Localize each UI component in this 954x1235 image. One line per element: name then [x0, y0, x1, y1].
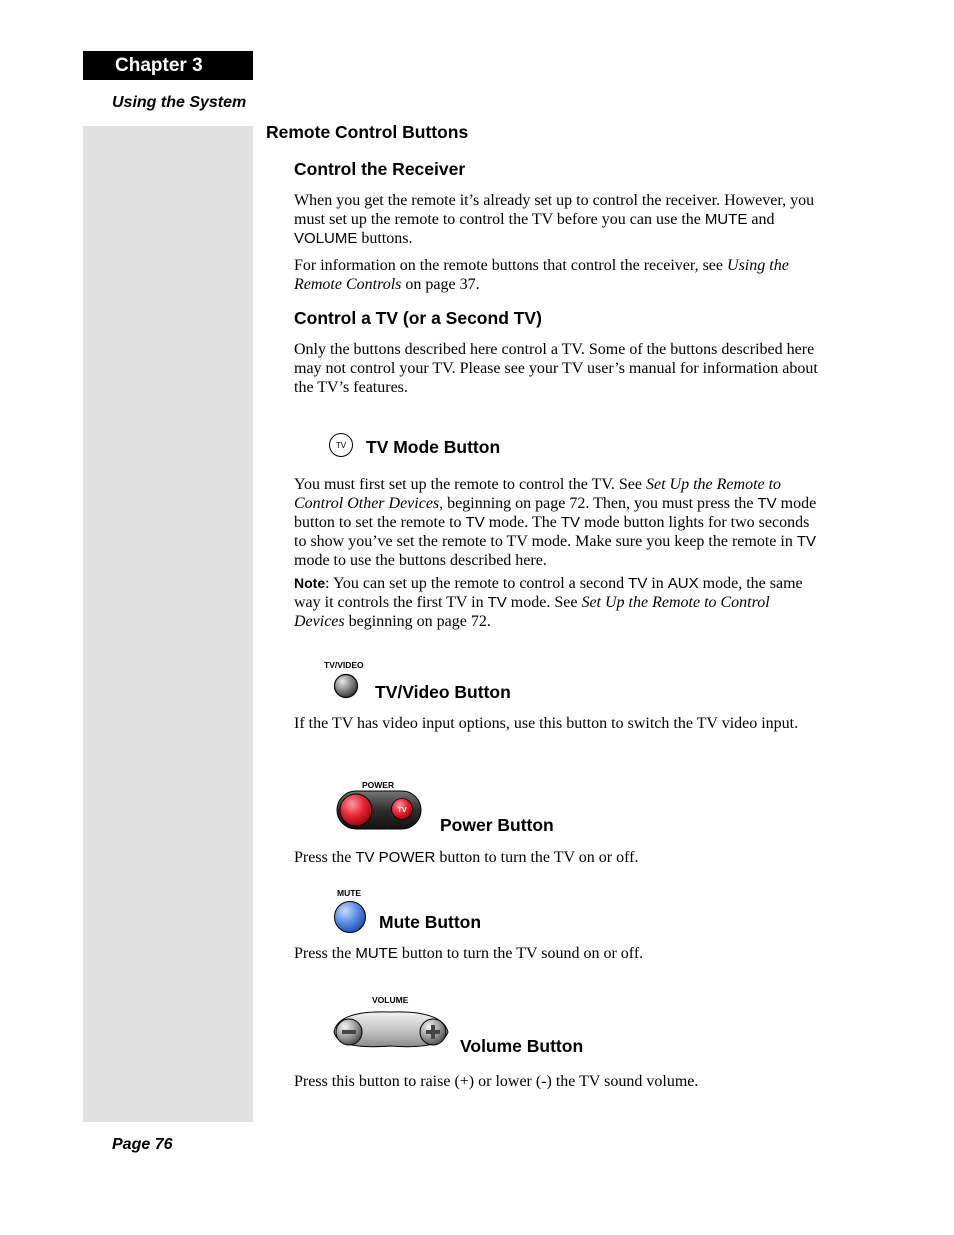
mute-icon-label: MUTE: [337, 888, 362, 898]
margin-column: [83, 126, 253, 1122]
tv-section-paragraph: Only the buttons described here control a TV. Some of the buttons described here may not control your TV. Please see your TV user’s manual for information about the TV’s features.: [294, 341, 818, 396]
receiver-paragraph-2: For information on the remote buttons that control the receiver, see Using the Remote Controls on page 37.: [294, 257, 789, 293]
running-head: Using the System: [112, 94, 247, 111]
svg-text:TV: TV: [397, 805, 407, 814]
receiver-paragraph-1: When you get the remote it’s already set up to control the receiver. However, you must set up the remote to control the TV before you can use the MUTE and VOLUME buttons.: [294, 192, 815, 247]
heading-volume: Volume Button: [460, 1036, 584, 1056]
mute-paragraph: Press the MUTE button to turn the TV sound on or off.: [294, 945, 644, 962]
power-paragraph: Press the TV POWER button to turn the TV on or off.: [294, 849, 639, 866]
tv-video-paragraph: If the TV has video input options, use this button to switch the TV video input.: [294, 715, 799, 732]
heading-control-tv: Control a TV (or a Second TV): [294, 308, 542, 328]
heading-tv-video: TV/Video Button: [375, 682, 511, 702]
section-title: Remote Control Buttons: [266, 122, 469, 142]
heading-mute: Mute Button: [379, 912, 482, 932]
heading-control-receiver: Control the Receiver: [294, 159, 466, 179]
volume-button-icon: [330, 1006, 452, 1056]
tv-mode-icon: [328, 432, 354, 458]
power-button-icon: [334, 788, 424, 834]
volume-paragraph: Press this button to raise (+) or lower (-) the TV sound volume.: [294, 1073, 699, 1090]
svg-text:TV: TV: [335, 441, 347, 450]
volume-icon-label: VOLUME: [372, 995, 409, 1005]
tv-mode-note: Note: You can set up the remote to control a second TV in AUX mode, the same way it controls the first TV in TV mode. See Set Up the Remote to Control Devices beginning on page 72.: [294, 575, 803, 630]
tv-video-button-icon: [332, 672, 360, 700]
chapter-label: Chapter 3: [83, 51, 253, 80]
power-icon-label: POWER: [362, 780, 395, 790]
mute-button-icon: [332, 899, 368, 935]
page-number: Page 76: [112, 1136, 173, 1153]
tv-video-icon-label: TV/VIDEO: [324, 660, 364, 670]
heading-tv-mode: TV Mode Button: [366, 437, 501, 457]
heading-power: Power Button: [440, 815, 554, 835]
tv-mode-paragraph: You must first set up the remote to control the TV. See Set Up the Remote to Control Other Devices, beginning on page 72. Then, you must press the TV mode button to set the remote to TV mode. The TV mode button lights for two seconds to show you’ve set the remote to TV mode. Make sure you keep the remote in TV mode to use the buttons described here.: [294, 476, 817, 569]
